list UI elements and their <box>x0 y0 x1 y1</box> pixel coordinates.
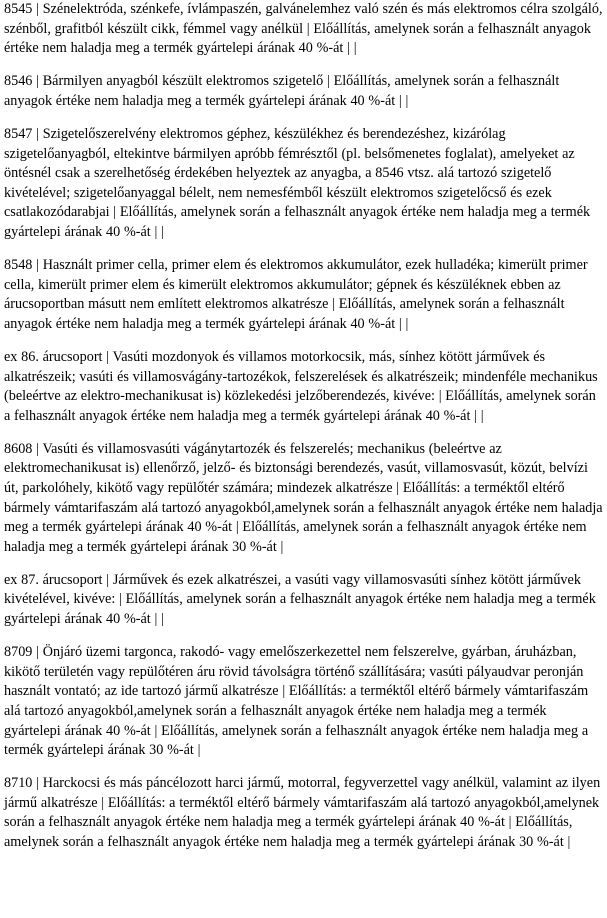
entry-ex-86: ex 86. árucsoport | Vasúti mozdonyok és villamos motorkocsik, más, sínhez kötött járművek és alkatrészeik; vasúti és villamosvágány-tartozékok, felszerelések és alkatrészeik; mindenféle mechanikus (beleértve az elektro-mechanikusat is) közlekedési jelzőberendezés, kivéve: | Előállítás, amelynek során a felhasznált anyagok értéke nem haladja meg a termék gyártelepi árának 40 %-át | | <box>4 348 598 424</box>
entry-8545: 8545 | Szénelektróda, szénkefe, ívlámpaszén, galvánelemhez való szén és más elektromos célra szolgáló, szénből, grafitból készült cikk, fémmel vagy anélkül | Előállítás, amelynek során a felhasznált anyagok értéke nem haladja meg a termék gyártelepi árának 40 %-át | | <box>4 1 603 57</box>
entry-8546: 8546 | Bármilyen anyagból készült elektromos szigetelő | Előállítás, amelynek során a felhasznált anyagok értéke nem haladja meg a termék gyártelepi árának 40 %-át | | <box>4 73 560 109</box>
entry-ex-87: ex 87. árucsoport | Járművek és ezek alkatrészei, a vasúti vagy villamosvasúti sínhez kötött járművek kivételével, kivéve: | Előállítás, amelynek során a felhasznált anyagok értéke nem haladja meg a termék gyártelepi árának 40 %-át | | <box>4 571 596 628</box>
entry-8710: 8710 | Harckocsi és más páncélozott harci jármű, motorral, fegyverzettel vagy anélkül, valamint az ilyen jármű alkatrésze | Előállítás: a terméktől eltérő bármely vámtarifaszám alá tartozó anyagokból,amelynek során a felhasznált anyagok értéke nem haladja meg a termék gyártelepi árának 40 %-át | Előállítás, amelynek során a felhasznált anyagok értéke nem haladja meg a termék gyártelepi árának 30 %-át | <box>4 775 601 850</box>
entry-8547: 8547 | Szigetelőszerelvény elektromos géphez, készülékhez és berendezéshez, kizárólag szigetelőanyagból, eltekintve bármilyen apróbb fémrésztől (pl. belsőmenetes foglalat), amelyeket az öntésnél csak a szerelhetőség érdekében helyeztek az anyagba, a 8546 vtsz. alá tartozó szigetelő kivételével; szigetelőanyaggal bélelt, nem nemesfémből készült elektromos szigetelőcső és ezek csatlakozódarabjai | Előállítás, amelynek során a felhasznált anyagok értéke nem haladja meg a termék gyártelepi árának 40 %-át | | <box>4 125 591 240</box>
entry-8709: 8709 | Önjáró üzemi targonca, rakodó- vagy emelőszerkezettel nem felszerelve, gyárban, áruházban, kikötő területén vagy repülőtéren áru rövid távolságra történő szállítására; vasúti pályaudvar peronján használt vontató; az ide tartozó jármű alkatrésze | Előállítás: a terméktől eltérő bármely vámtarifaszám alá tartozó anyagokból,amelynek során a felhasznált anyagok értéke nem haladja meg a termék gyártelepi árának 40 %-át | Előállítás, amelynek során a felhasznált anyagok értéke nem haladja meg a termék gyártelepi árának 30 %-át | <box>4 644 589 759</box>
entry-8608: 8608 | Vasúti és villamosvasúti vágánytartozék és felszerelés; mechanikus (beleértve az elektromechanikusat is) ellenőrző, jelző- és biztonsági berendezés, vasút, villamosvasút, közút, belvízi út, parkolóhely, kikötő vagy repülőtér számára; mindezek alkatrésze | Előállítás: a terméktől eltérő bármely vámtarifaszám alá tartozó anyagokból,amelynek során a felhasznált anyagok értéke nem haladja meg a termék gyártelepi árának 40 %-át | Előállítás, amelynek során a felhasznált anyagok értéke nem haladja meg a termék gyártelepi árának 30 %-át | <box>4 440 603 555</box>
entry-8548: 8548 | Használt primer cella, primer elem és elektromos akkumulátor, ezek hulladéka; kimerült primer cella, kimerült primer elem és kimerült elektromos akkumulátor; gépnek és készüléknek ebben az árucsoportban másutt nem említett elektromos alkatrésze | Előállítás, amelynek során a felhasznált anyagok értéke nem haladja meg a termék gyártelepi árának 40 %-át | | <box>4 257 588 332</box>
document-body <box>4 0 605 866</box>
